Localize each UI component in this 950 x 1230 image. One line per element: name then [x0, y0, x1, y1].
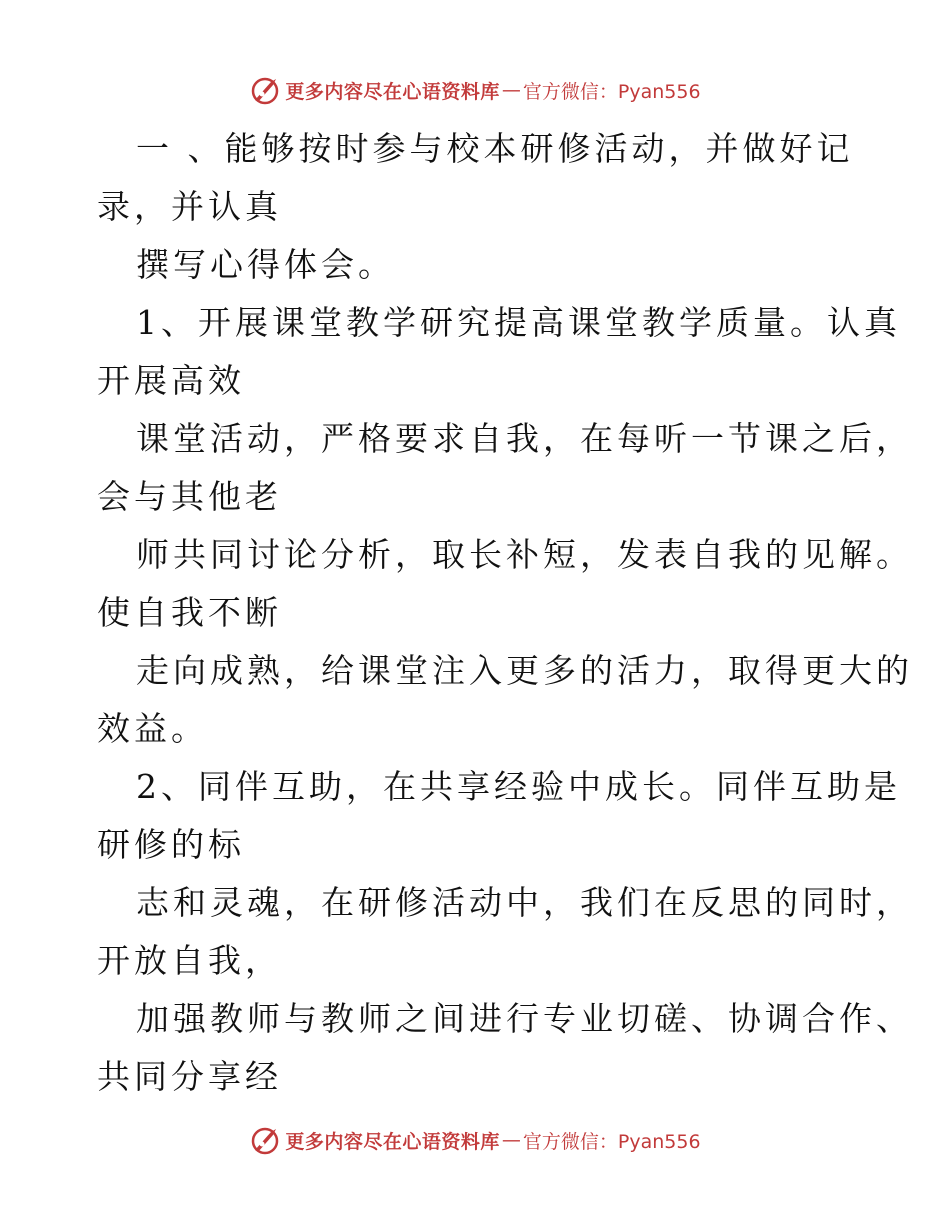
text-line: 师共同讨论分析，取长补短，发表自我的见解。 — [136, 535, 913, 574]
text-line: 研修的标 — [97, 825, 245, 864]
text-line: 加强教师与教师之间进行专业切磋、协调合作、 — [136, 999, 913, 1038]
text-line: 志和灵魂，在研修活动中，我们在反思的同时， — [136, 883, 913, 922]
banner-wechat-text: 官方微信：Pyan556 — [522, 80, 701, 103]
text-line: 录，并认真 — [97, 187, 282, 226]
text-line: 2、同伴互助，在共享经验中成长。同伴互助是 — [136, 767, 901, 806]
banner-wechat-text: 官方微信：Pyan556 — [522, 1130, 701, 1153]
footer-banner — [0, 1122, 950, 1158]
header-banner — [0, 72, 950, 108]
text-line: 使自我不断 — [97, 593, 282, 632]
banner-dash: — — [501, 1129, 521, 1151]
text-line: 撰写心得体会。 — [136, 245, 395, 284]
text-line: 1、开展课堂教学研究提高课堂教学质量。认真 — [136, 303, 901, 342]
text-line: 会与其他老 — [97, 477, 282, 516]
pen-logo-icon — [249, 1124, 281, 1156]
banner-dash: — — [501, 79, 521, 101]
text-line: 走向成熟，给课堂注入更多的活力，取得更大的 — [136, 651, 913, 690]
text-line: 开展高效 — [97, 361, 245, 400]
banner-main-text: 更多内容尽在心语资料库 — [285, 1130, 500, 1153]
pen-logo-icon — [249, 74, 281, 106]
banner-main-text: 更多内容尽在心语资料库 — [285, 80, 500, 103]
text-line: 一 、能够按时参与校本研修活动，并做好记 — [136, 129, 854, 168]
text-line: 课堂活动，严格要求自我，在每听一节课之后， — [136, 419, 913, 458]
text-line: 效益。 — [97, 709, 208, 748]
text-line: 共同分享经 — [97, 1057, 282, 1096]
document-body — [97, 120, 913, 1106]
text-line: 开放自我， — [97, 941, 282, 980]
